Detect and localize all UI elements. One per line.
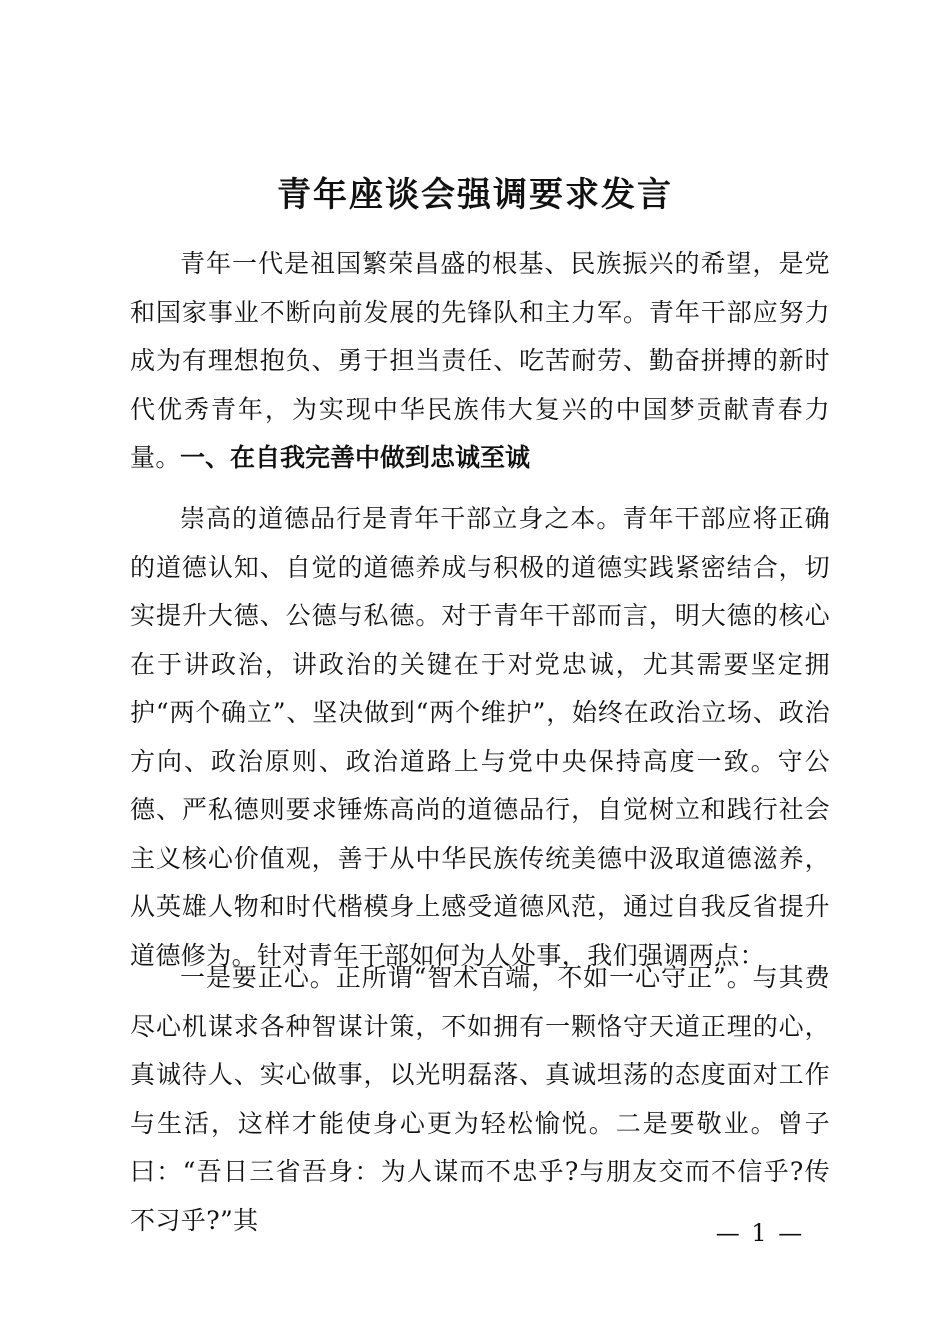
body-paragraph-points: 一是要正心。正所谓“智术百端，不如一心守正”。与其费尽心机谋求各种智谋计策，不如拥有一颗恪守天道正理的心，真诚待人、实心做事，以光明磊落、真诚坦荡的态度面对工作与生活，这样才能使身心更为轻松愉悦。二是要敬业。曾子曰：“吾日三省吾身：为人谋而不忠乎?与朋友交而不信乎?传不习乎?”其: [130, 963, 830, 1235]
intro-paragraph: 青年一代是祖国繁荣昌盛的根基、民族振兴的希望，是党和国家事业不断向前发展的先锋队和主力军。青年干部应努力成为有理想抱负、勇于担当责任、吃苦耐劳、勤奋拼搏的新时代优秀青年，为实现中华民族伟大复兴的中国梦贡献青春力量。: [130, 249, 830, 472]
document-title: 青年座谈会强调要求发言: [277, 175, 673, 215]
page-number: — 1 —: [715, 1219, 805, 1247]
section-heading: 一、在自我完善中做到忠诚至诚: [180, 443, 531, 472]
body-paragraph-morality: 崇高的道德品行是青年干部立身之本。青年干部应将正确的道德认知、自觉的道德养成与积极的道德实践紧密结合，切实提升大德、公德与私德。对于青年干部而言，明大德的核心在于讲政治，讲政治的关键在于对党忠诚，尤其需要坚定拥护“两个确立”、坚决做到“两个维护”，始终在政治立场、政治方向、政治原则、政治道路上与党中央保持高度一致。守公德、严私德则要求锤炼高尚的道德品行，自觉树立和践行社会主义核心价值观，善于从中华民族传统美德中汲取道德滋养，从英雄人物和时代楷模身上感受道德风范，通过自我反省提升道德修为。针对青年干部如何为人处事，我们强调两点：: [130, 504, 830, 970]
